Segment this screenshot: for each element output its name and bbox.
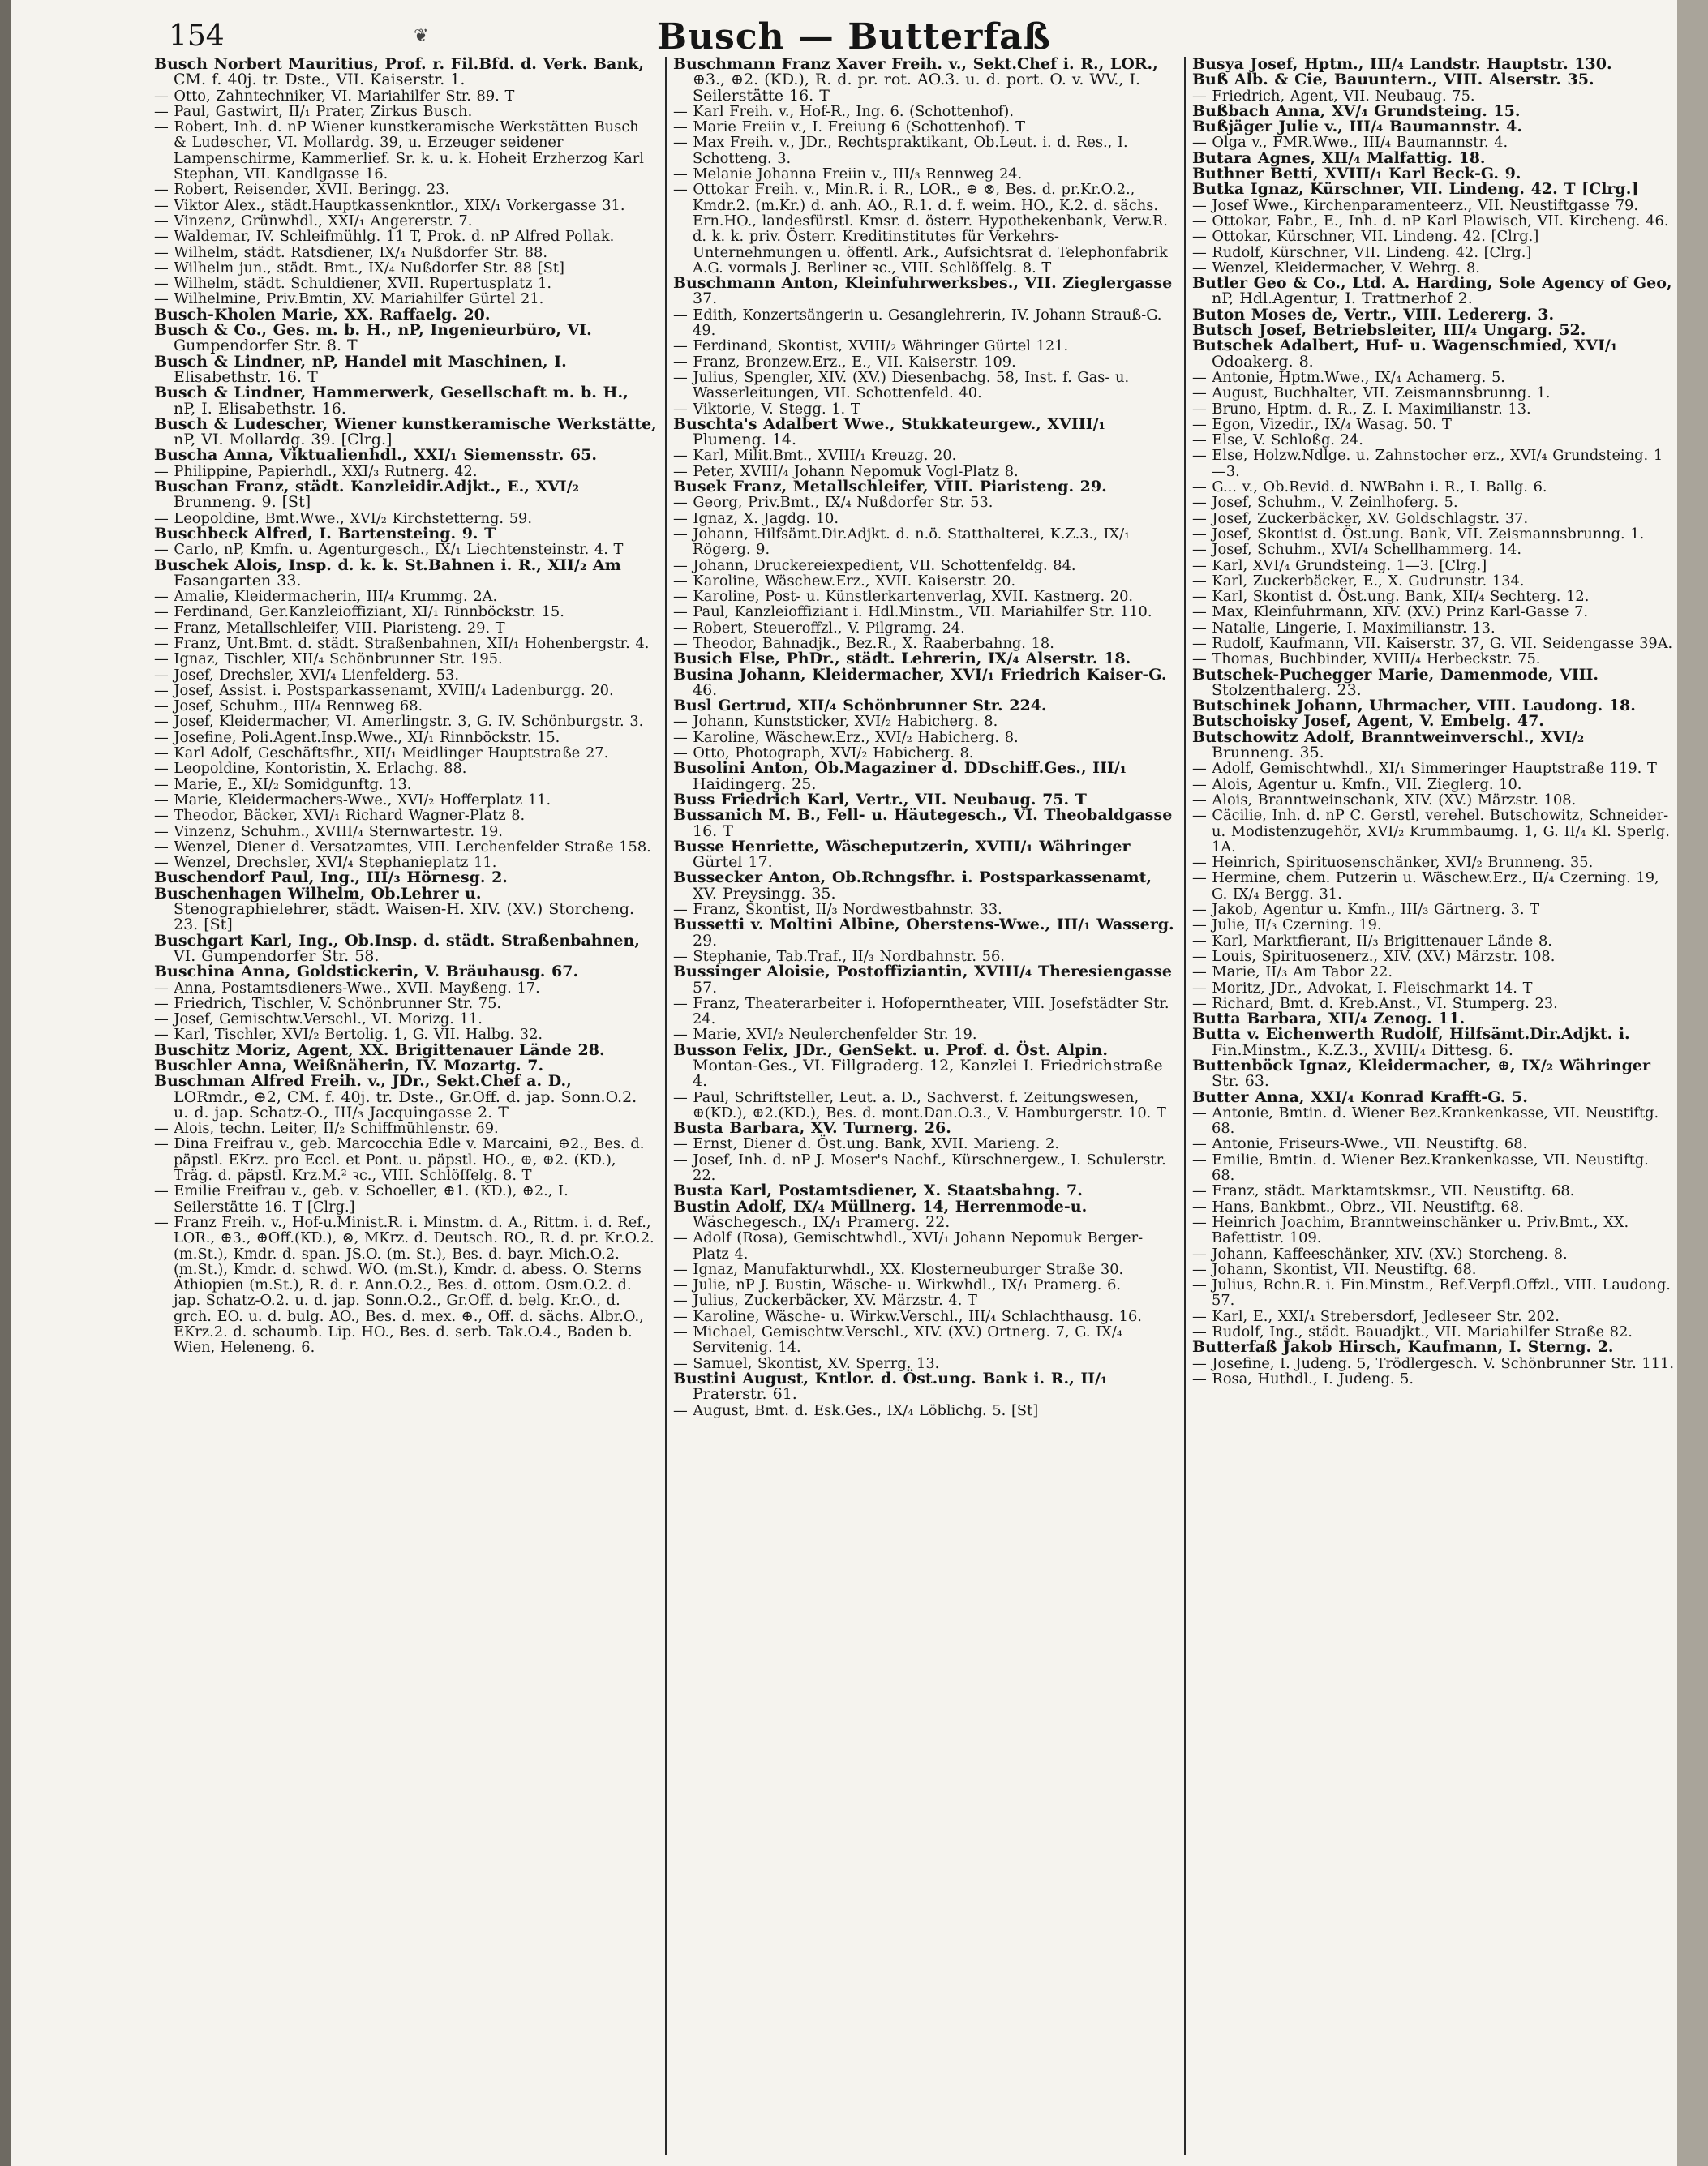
directory-entry: Buschler Anna, Weißnäherin, IV. Mozartg. 7. [154, 1057, 544, 1074]
directory-entry: Bussinger Aloisie, Postoffiziantin, XVIII/₄ Theresiengasse 57. [673, 963, 1173, 997]
directory-entry: — Karl, Skontist d. Öst.ung. Bank, XII/₄ Sechterg. 12. [1192, 588, 1590, 606]
directory-entry: — Ernst, Diener d. Öst.ung. Bank, XVII. Marieng. 2. [673, 1135, 1059, 1153]
directory-entry: Buschek Alois, Insp. d. k. k. St.Bahnen i. R., XII/₂ Am Fasangarten 33. [154, 555, 621, 590]
directory-entry: — Amalie, Kleidermacherin, III/₄ Krummg. 2A. [154, 588, 498, 606]
directory-entry: — Franz, Unt.Bmt. d. städt. Straßenbahnen, XII/₁ Hohenbergstr. 4. [154, 634, 650, 652]
directory-entry: — Edith, Konzertsängerin u. Gesanglehrerin, IV. Johann Strauß-G. 49. [673, 306, 1162, 340]
page-title: Busch — Butterfaß [656, 16, 1052, 58]
directory-entry: — Peter, XVIII/₄ Johann Nepomuk Vogl-Platz 8. [673, 462, 1019, 480]
scan-right-edge [1677, 0, 1708, 2166]
directory-entry: — Johann, Druckereiexpedient, VII. Schottenfeldg. 84. [673, 556, 1076, 574]
directory-entry: — Richard, Bmt. d. Kreb.Anst., VI. Stumperg. 23. [1192, 994, 1558, 1012]
directory-entry: — Wilhelm jun., städt. Bmt., IX/₄ Nußdorfer Str. 88 [St] [154, 259, 564, 277]
directory-entry: — Marie, E., XI/₂ Somidgunftg. 13. [154, 775, 412, 793]
directory-entry: — Alois, Branntweinschank, XIV. (XV.) Märzstr. 108. [1192, 791, 1577, 808]
directory-entry: — Marie Freiin v., I. Freiung 6 (Schottenhof). T [673, 118, 1025, 136]
page-number: 154 [169, 19, 225, 53]
directory-entry: — Josef, Schuhm., V. Zeinlhoferg. 5. [1192, 494, 1458, 512]
directory-entry: — Karl, Marktfierant, II/₃ Brigittenauer Lände 8. [1192, 932, 1552, 950]
directory-entry: — Dina Freifrau v., geb. Marcocchia Edle v. Marcaini, ⊕2., Bes. d. päpstl. EKrz. pro Eccl. et Pont. u. päpstl. HO., ⊕, ⊕2. (KD.), Träg. d. päpstl. Krz.M.² ꝛc., VIII. Schlöſſelg. 8. T [154, 1135, 645, 1185]
directory-entry: — Stephanie, Tab.Traf., II/₃ Nordbahnstr. 56. [673, 947, 1005, 965]
directory-entry: — Johann, Skontist, VII. Neustiftg. 68. [1192, 1260, 1477, 1278]
directory-entry: — Emilie, Bmtin. d. Wiener Bez.Krankenkasse, VII. Neustiftg. 68. [1192, 1151, 1649, 1185]
directory-entry: — Viktor Alex., städt.Hauptkassenkntlor., XIX/₁ Vorkergasse 31. [154, 196, 625, 214]
directory-entry: — Moritz, JDr., Advokat, I. Fleischmarkt 14. T [1192, 979, 1533, 997]
columns [32, 57, 1676, 2155]
directory-entry: — Josefine, Poli.Agent.Insp.Wwe., XI/₁ Rinnböckstr. 15. [154, 728, 560, 746]
directory-entry: — Leopoldine, Kontoristin, X. Erlachg. 88. [154, 760, 467, 778]
directory-entry: Busch-Kholen Marie, XX. Raffaelg. 20. [154, 305, 491, 324]
directory-entry: Butta Barbara, XII/₄ Zenog. 11. [1192, 1010, 1466, 1028]
directory-entry: — Michael, Gemischtw.Verschl., XIV. (XV.) Ortnerg. 7, G. IX/₄ Servitenig. 14. [673, 1323, 1122, 1357]
directory-entry: — Karl, E., XXI/₄ Strebersdorf, Jedleseer Str. 202. [1192, 1307, 1560, 1325]
directory-entry: — Vinzenz, Schuhm., XVIII/₄ Sternwartestr. 19. [154, 822, 503, 840]
directory-entry: — Natalie, Lingerie, I. Maximilianstr. 13. [1192, 619, 1496, 637]
directory-entry: — Viktorie, V. Stegg. 1. T [673, 400, 860, 418]
scan-left-edge [0, 0, 11, 2166]
column-1 [154, 57, 657, 2155]
directory-entry: — Hermine, chem. Putzerin u. Wäschew.Erz., II/₄ Czerning. 19, G. IX/₄ Bergg. 31. [1192, 869, 1659, 903]
directory-entry: — Adolf, Gemischtwhdl., XI/₁ Simmeringer Hauptstraße 119. T [1192, 760, 1657, 778]
directory-entry: Bußjäger Julie v., III/₄ Baumannstr. 4. [1192, 118, 1522, 136]
directory-entry: — Josef, Inh. d. nP J. Moser's Nachf., Kürschnergew., I. Schulerstr. 22. [673, 1151, 1166, 1185]
directory-entry: Butschek-Puchegger Marie, Damenmode, VIII. Stolzenthalerg. 23. [1192, 665, 1599, 699]
directory-entry: Busch Norbert Mauritius, Prof. r. Fil.Bfd. d. Verk. Bank, CM. f. 40j. tr. Dste., VII. Kaiserstr. 1. [154, 57, 644, 89]
directory-entry: — Antonie, Friseurs-Wwe., VII. Neustiftg. 68. [1192, 1135, 1528, 1153]
directory-entry: — Theodor, Bäcker, XVI/₁ Richard Wagner-Platz 8. [154, 807, 526, 825]
directory-entry: — Wilhelmine, Priv.Bmtin, XV. Mariahilfer Gürtel 21. [154, 290, 544, 308]
directory-entry: Busina Johann, Kleidermacher, XVI/₁ Friedrich Kaiser-G. 46. [673, 665, 1167, 699]
directory-entry: — Josef, Gemischtw.Verschl., VI. Morizg. 11. [154, 1010, 483, 1028]
directory-entry: — Wilhelm, städt. Schuldiener, XVII. Rupertusplatz 1. [154, 275, 552, 293]
directory-entry: Butterfaß Jakob Hirsch, Kaufmann, I. Sterng. 2. [1192, 1338, 1614, 1357]
directory-entry: Bussanich M. B., Fell- u. Häutegesch., VI. Theobaldgasse 16. T [673, 806, 1173, 840]
directory-entry: Butschoisky Josef, Agent, V. Embelg. 47. [1192, 712, 1544, 731]
directory-entry: — Ignaz, Tischler, XII/₄ Schönbrunner Str. 195. [154, 650, 503, 668]
directory-entry: — Karl, Milit.Bmt., XVIII/₁ Kreuzg. 20. [673, 447, 957, 465]
directory-entry: — Marie, XVI/₂ Neulerchenfelder Str. 19. [673, 1026, 977, 1044]
directory-entry: Buss Friedrich Karl, Vertr., VII. Neubaug. 75. T [673, 790, 1087, 808]
directory-entry: — Paul, Gastwirt, II/₁ Prater, Zirkus Busch. [154, 102, 473, 120]
directory-entry: Buß Alb. & Cie, Bauuntern., VIII. Alserstr. 35. [1192, 71, 1594, 89]
column-divider [665, 57, 667, 2155]
directory-entry: — Wenzel, Diener d. Versatzamtes, VIII. Lerchenfelder Straße 158. [154, 838, 651, 856]
directory-entry: — Leopoldine, Bmt.Wwe., XVI/₂ Kirchstetterng. 59. [154, 509, 532, 527]
directory-entry: — Robert, Reisender, XVII. Beringg. 23. [154, 181, 450, 199]
column-3 [1192, 57, 1676, 2155]
directory-entry: — Wenzel, Kleidermacher, V. Wehrg. 8. [1192, 259, 1480, 277]
directory-entry: — Josef, Assist. i. Postsparkassenamt, XVIII/₄ Ladenburgg. 20. [154, 681, 614, 699]
directory-entry: — Carlo, nP, Kmfn. u. Agenturgesch., IX/₁ Liechtensteinstr. 4. T [154, 541, 624, 559]
directory-entry: Bustini August, Kntlor. d. Öst.ung. Bank i. R., II/₁ Praterstr. 61. [673, 1369, 1108, 1404]
directory-entry: Busch & Ludescher, Wiener kunstkeramische Werkstätte, nP, VI. Mollardg. 39. [Clrg.] [154, 414, 657, 449]
page-header [32, 11, 1676, 62]
directory-entry: — Julius, Rchn.R. i. Fin.Minstm., Ref.Verpfl.Offzl., VIII. Laudong. 57. [1192, 1276, 1671, 1310]
directory-entry: — Karoline, Wäschew.Erz., XVII. Kaiserstr. 20. [673, 572, 1016, 590]
directory-entry: — Ottokar, Fabr., E., Inh. d. nP Karl Plawisch, VII. Kircheng. 46. [1192, 212, 1669, 229]
directory-entry: Butler Geo & Co., Ltd. A. Harding, Sole Agency of Geo, nP, Hdl.Agentur, I. Trattnerhof 2. [1192, 274, 1672, 308]
directory-entry: Buschenhagen Wilhelm, Ob.Lehrer u. Stenographielehrer, städt. Waisen-H. XIV. (XV.) Storcheng. 23. [St] [154, 884, 635, 934]
directory-entry: — Karl, XVI/₄ Grundsteing. 1—3. [Clrg.] [1192, 556, 1487, 574]
directory-entry: — Friedrich, Agent, VII. Neubaug. 75. [1192, 87, 1475, 105]
directory-entry: — Ignaz, X. Jagdg. 10. [673, 509, 839, 527]
directory-entry: — Thomas, Buchbinder, XVIII/₄ Herbeckstr. 75. [1192, 650, 1541, 668]
directory-entry: — Max, Kleinfuhrmann, XIV. (XV.) Prinz Karl-Gasse 7. [1192, 603, 1589, 621]
column-divider [1184, 57, 1186, 2155]
directory-entry: — Franz, städt. Marktamtskmsr., VII. Neustiftg. 68. [1192, 1182, 1575, 1200]
directory-entry: — Else, V. Schloßg. 24. [1192, 431, 1363, 449]
directory-entry: — Hans, Bankbmt., Obrz., VII. Neustiftg. 68. [1192, 1198, 1524, 1216]
directory-entry: Buton Moses de, Vertr., VIII. Ledererg. 3. [1192, 305, 1555, 324]
directory-entry: — Franz, Bronzew.Erz., E., VII. Kaiserstr. 109. [673, 353, 1016, 371]
directory-entry: — Ferdinand, Ger.Kanzleioffiziant, XI/₁ Rinnböckstr. 15. [154, 603, 564, 621]
directory-entry: — Alois, Agentur u. Kmfn., VII. Zieglerg. 10. [1192, 775, 1522, 793]
directory-entry: Butschek Adalbert, Huf- u. Wagenschmied, XVI/₁ Odoakerg. 8. [1192, 337, 1618, 371]
directory-entry: — Josef, Schuhm., III/₄ Rennweg 68. [154, 697, 423, 715]
directory-entry: Busek Franz, Metallschleifer, VIII. Piaristeng. 29. [673, 478, 1107, 496]
directory-entry: Busich Else, PhDr., städt. Lehrerin, IX/₄ Alserstr. 18. [673, 650, 1131, 668]
directory-entry: Butka Ignaz, Kürschner, VII. Lindeng. 42. T [Clrg.] [1192, 180, 1639, 199]
directory-entry: Butter Anna, XXI/₄ Konrad Krafft-G. 5. [1192, 1087, 1528, 1106]
directory-entry: — Franz, Skontist, II/₃ Nordwestbahnstr. 33. [673, 901, 1002, 919]
directory-entry: — Karl, Tischler, XVI/₂ Bertolig. 1, G. VII. Halbg. 32. [154, 1026, 543, 1044]
directory-entry: Busson Felix, JDr., GenSekt. u. Prof. d. Öst. Alpin. Montan-Ges., VI. Fillgraderg. 12, Kanzlei I. Friedrichstraße 4. [673, 1040, 1163, 1091]
directory-entry: — Robert, Steueroffzl., V. Pilgramg. 24. [673, 619, 965, 637]
directory-entry: — Wilhelm, städt. Ratsdiener, IX/₄ Nußdorfer Str. 88. [154, 243, 548, 261]
directory-entry: — Emilie Freifrau v., geb. v. Schoeller, ⊕1. (KD.), ⊕2., I. Seilerstätte 16. T [Clrg.] [154, 1182, 569, 1216]
directory-entry: — Karoline, Wäschew.Erz., XVI/₂ Habicherg. 8. [673, 728, 1019, 746]
directory-entry: — Josefine, I. Judeng. 5, Trödlergesch. V. Schönbrunner Str. 111. [1192, 1354, 1674, 1372]
directory-entry: — Rudolf, Ing., städt. Bauadjkt., VII. Mariahilfer Straße 82. [1192, 1323, 1633, 1341]
directory-entry: — Heinrich Joachim, Branntweinschänker u. Priv.Bmt., XX. Bafettistr. 109. [1192, 1213, 1629, 1247]
directory-entry: — Franz, Metallschleifer, VIII. Piaristeng. 29. T [154, 619, 505, 637]
directory-entry: Busl Gertrud, XII/₄ Schönbrunner Str. 224. [673, 697, 1047, 715]
directory-entry: — Melanie Johanna Freiin v., III/₃ Rennweg 24. [673, 165, 1023, 183]
directory-entry: — Johann, Hilfsämt.Dir.Adjkt. d. n.ö. Statthalterei, K.Z.3., IX/₁ Rögerg. 9. [673, 525, 1131, 559]
directory-entry: Buschmann Franz Xaver Freih. v., Sekt.Chef i. R., LOR., ⊕3., ⊕2. (KD.), R. d. pr. rot. AO.3. u. d. port. O. v. WV., I. Seilerstätte 16. T [673, 57, 1158, 105]
directory-entry: Busolini Anton, Ob.Magaziner d. DDschiff.Ges., III/₁ Haidingerg. 25. [673, 759, 1127, 793]
directory-entry: Buthner Betti, XVIII/₁ Karl Beck-G. 9. [1192, 165, 1521, 183]
directory-entry: — Olga v., FMR.Wwe., III/₄ Baumannstr. 4. [1192, 134, 1508, 152]
directory-entry: — Heinrich, Spirituosenschänker, XVI/₂ Brunneng. 35. [1192, 854, 1594, 872]
directory-entry: — Josef Wwe., Kirchenparamenteerz., VII. Neustiftgasse 79. [1192, 196, 1639, 214]
directory-entry: — Otto, Zahntechniker, VI. Mariahilfer Str. 89. T [154, 87, 515, 105]
directory-entry: — Philippine, Papierhdl., XXI/₃ Rutnerg. 42. [154, 462, 478, 480]
directory-entry: Bussetti v. Moltini Albine, Oberstens-Wwe., III/₁ Wasserg. 29. [673, 916, 1174, 950]
directory-entry: Busch & Lindner, Hammerwerk, Gesellschaft m. b. H., nP, I. Elisabethstr. 16. [154, 384, 629, 418]
directory-entry: Buschman Alfred Freih. v., JDr., Sekt.Chef a. D., LORmdr., ⊕2, CM. f. 40j. tr. Dste., Gr.Off. d. jap. Sonn.O.2. u. d. jap. Schatz-O., III/₃ Jacquingasse 2. T [154, 1072, 637, 1122]
directory-entry: — Josef, Drechsler, XVI/₄ Lienfelderg. 53. [154, 666, 459, 684]
directory-entry: — Marie, Kleidermachers-Wwe., XVI/₂ Hofferplatz 11. [154, 791, 551, 808]
directory-entry: — Josef, Skontist d. Öst.ung. Bank, VII. Zeismannsbrunng. 1. [1192, 525, 1645, 543]
directory-entry: Busch & Lindner, nP, Handel mit Maschinen, I. Elisabethstr. 16. T [154, 352, 567, 386]
directory-entry: Bustin Adolf, IX/₄ Müllnerg. 14, Herrenmode-u. Wäschegesch., IX/₁ Pramerg. 22. [673, 1197, 1088, 1231]
directory-entry: — Josef, Schuhm., XVI/₄ Schellhammerg. 14. [1192, 541, 1522, 559]
directory-entry: Busse Henriette, Wäscheputzerin, XVIII/₁ Währinger Gürtel 17. [673, 837, 1131, 872]
directory-entry: — Georg, Priv.Bmt., IX/₄ Nußdorfer Str. 53. [673, 494, 993, 512]
directory-entry: — Karl Adolf, Geschäftsfhr., XII/₁ Meidlinger Hauptstraße 27. [154, 744, 609, 762]
directory-entry: Buschendorf Paul, Ing., III/₃ Hörnesg. 2. [154, 869, 508, 887]
directory-entry: — Egon, Vizedir., IX/₄ Wasag. 50. T [1192, 415, 1452, 433]
directory-entry: Busta Barbara, XV. Turnerg. 26. [673, 1119, 951, 1138]
directory-entry: — Karoline, Wäsche- u. Wirkw.Verschl., III/₄ Schlachthausg. 16. [673, 1307, 1142, 1325]
directory-entry: — Ferdinand, Skontist, XVIII/₂ Währinger Gürtel 121. [673, 337, 1069, 355]
directory-entry: Buscha Anna, Viktualienhdl., XXI/₁ Siemensstr. 65. [154, 446, 597, 465]
directory-entry: — Johann, Kaffeeschänker, XIV. (XV.) Storcheng. 8. [1192, 1245, 1568, 1263]
directory-entry: — Julius, Zuckerbäcker, XV. Märzstr. 4. T [673, 1292, 977, 1310]
directory-entry: Buschmann Anton, Kleinfuhrwerksbes., VII. Zieglergasse 37. [673, 274, 1173, 308]
directory-entry: — Adolf (Rosa), Gemischtwhdl., XVI/₁ Johann Nepomuk Berger-Platz 4. [673, 1229, 1144, 1263]
directory-entry: Butsch Josef, Betriebsleiter, III/₄ Ungarg. 52. [1192, 321, 1586, 340]
directory-entry: — Samuel, Skontist, XV. Sperrg. 13. [673, 1354, 940, 1372]
directory-entry: — Louis, Spirituosenerz., XIV. (XV.) Märzstr. 108. [1192, 947, 1556, 965]
directory-entry: — Karoline, Post- u. Künstlerkartenverlag, XVII. Kastnerg. 20. [673, 588, 1134, 606]
directory-entry: — Julius, Spengler, XIV. (XV.) Diesenbachg. 58, Inst. f. Gas- u. Wasserleitungen, VII. Schottenfeld. 40. [673, 368, 1130, 402]
directory-entry: — Josef, Zuckerbäcker, XV. Goldschlagstr. 37. [1192, 509, 1529, 527]
directory-entry: — August, Buchhalter, VII. Zeismannsbrunng. 1. [1192, 384, 1551, 402]
directory-entry: — Else, Holzw.Ndlge. u. Zahnstocher erz., XVI/₄ Grundsteing. 1—3. [1192, 447, 1663, 480]
directory-entry: Butara Agnes, XII/₄ Malfattig. 18. [1192, 148, 1486, 167]
directory-entry: — Ottokar, Kürschner, VII. Lindeng. 42. [Clrg.] [1192, 228, 1539, 246]
directory-entry: — Rudolf, Kürschner, VII. Lindeng. 42. [Clrg.] [1192, 243, 1532, 261]
directory-entry: Buschan Franz, städt. Kanzleidir.Adjkt., E., XVI/₂ Brunneng. 9. [St] [154, 478, 580, 512]
directory-entry: — Julie, nP J. Bustin, Wäsche- u. Wirkwhdl., IX/₁ Pramerg. 6. [673, 1276, 1122, 1294]
directory-entry: — Franz, Theaterarbeiter i. Hofoperntheater, VIII. Josefstädter Str. 24. [673, 994, 1169, 1028]
directory-entry: Buttenböck Ignaz, Kleidermacher, ⊕, IX/₂ Währinger Str. 63. [1192, 1057, 1651, 1091]
directory-entry: Buschbeck Alfred, I. Bartensteing. 9. T [154, 524, 496, 543]
directory-entry: — Franz Freih. v., Hof-u.Minist.R. i. Minstm. d. A., Rittm. i. d. Ref., LOR., ⊕3., ⊕Off.(KD.), ⊗, MKrz. d. Deutsch. RO., R. d. pr. Kr.O.2. (m.St.), Kmdr. d. span. JS.O. (m. St.), Bes. d. bayr. Mich.O.2. (m.St.), Kmdr. d. schwd. WO. (m.St.), Kmdr. d. abess. O. Sterns Äthiopien (m.St.), R. d. r. Ann.O.2., Bes. d. ottom. Osm.O.2. d. jap. Schatz-O.2. u. d. jap. Sonn.O.2., Gr.Off. d. belg. Kr.O., d. grch. EO. u. d. bulg. AO., Bes. d. mex. ⊕., Off. d. sächs. Albr.O., EKrz.2. d. schaumb. Lip. HO., Bes. d. serb. Tak.O.4., Baden b. Wien, Heleneng. 6. [154, 1213, 654, 1357]
directory-entry: Busta Karl, Postamtsdiener, X. Staatsbahng. 7. [673, 1182, 1083, 1200]
directory-entry: — G... v., Ob.Revid. d. NWBahn i. R., I. Ballg. 6. [1192, 478, 1547, 496]
directory-entry: Buschta's Adalbert Wwe., Stukkateurgew., XVIII/₁ Plumeng. 14. [673, 414, 1105, 449]
directory-entry: — Antonie, Bmtin. d. Wiener Bez.Krankenkasse, VII. Neustiftg. 68. [1192, 1104, 1659, 1138]
directory-entry: — Cäcilie, Inh. d. nP C. Gerstl, verehel. Butschowitz, Schneider- u. Modistenzugehör, XVI/₂ Krummbaumg. 1, G. II/₄ Kl. Sperlg. 1A. [1192, 807, 1670, 856]
directory-entry: — Johann, Kunststicker, XVI/₂ Habicherg. 8. [673, 713, 998, 731]
directory-entry: — Theodor, Bahnadjk., Bez.R., X. Raaberbahng. 18. [673, 634, 1054, 652]
directory-entry: Busya Josef, Hptm., III/₄ Landstr. Hauptstr. 130. [1192, 57, 1612, 73]
directory-entry: — Karl, Zuckerbäcker, E., X. Gudrunstr. 134. [1192, 572, 1525, 590]
directory-entry: — Marie, II/₃ Am Tabor 22. [1192, 963, 1393, 981]
directory-entry: Butschinek Johann, Uhrmacher, VIII. Laudong. 18. [1192, 697, 1636, 715]
directory-entry: — Vinzenz, Grünwhdl., XXI/₁ Angererstr. 7. [154, 212, 473, 229]
directory-entry: — Paul, Kanzleioffiziant i. Hdl.Minstm., VII. Mariahilfer Str. 110. [673, 603, 1152, 621]
directory-entry: — Wenzel, Drechsler, XVI/₄ Stephanieplatz 11. [154, 854, 497, 872]
directory-entry: — Rudolf, Kaufmann, VII. Kaiserstr. 37, G. VII. Seidengasse 39A. [1192, 634, 1673, 652]
directory-entry: — August, Bmt. d. Esk.Ges., IX/₄ Löblichg. 5. [St] [673, 1401, 1039, 1419]
directory-entry: — Robert, Inh. d. nP Wiener kunstkeramische Werkstätten Busch & Ludescher, VI. Mollardg. 39, u. Erzeuger seidener Lampenschirme, Kammerlief. Sr. k. u. k. Hoheit Erzherzog Karl Stephan, VII. Kandlgasse 16. [154, 118, 644, 183]
directory-entry: — Friedrich, Tischler, V. Schönbrunner Str. 75. [154, 994, 502, 1012]
directory-entry: Buschgart Karl, Ing., Ob.Insp. d. städt. Straßenbahnen, VI. Gumpendorfer Str. 58. [154, 931, 640, 965]
ornament-mark: ❦ [414, 26, 429, 46]
directory-entry: — Ignaz, Manufakturwhdl., XX. Klosterneuburger Straße 30. [673, 1260, 1124, 1278]
directory-entry: — Antonie, Hptm.Wwe., IX/₄ Achamerg. 5. [1192, 368, 1505, 386]
directory-entry: Buschitz Moriz, Agent, XX. Brigittenauer Lände 28. [154, 1040, 605, 1059]
directory-entry: — Karl Freih. v., Hof-R., Ing. 6. (Schottenhof). [673, 102, 1014, 120]
directory-entry: — Josef, Kleidermacher, VI. Amerlingstr. 3, G. IV. Schönburgstr. 3. [154, 713, 644, 731]
directory-entry: — Julie, II/₃ Czerning. 19. [1192, 916, 1382, 934]
directory-entry: Bussecker Anton, Ob.Rchngsfhr. i. Postsparkassenamt, XV. Preysingg. 35. [673, 869, 1152, 903]
directory-entry: Buschina Anna, Goldstickerin, V. Bräuhausg. 67. [154, 963, 579, 981]
directory-entry: Butschowitz Adolf, Branntweinverschl., XVI/₂ Brunneng. 35. [1192, 727, 1585, 762]
directory-entry: Bußbach Anna, XV/₄ Grundsteing. 15. [1192, 101, 1521, 120]
directory-entry: — Rosa, Huthdl., I. Judeng. 5. [1192, 1370, 1414, 1388]
directory-entry: — Anna, Postamtsdieners-Wwe., XVII. Mayßeng. 17. [154, 979, 540, 997]
directory-entry: — Jakob, Agentur u. Kmfn., III/₃ Gärtnerg. 3. T [1192, 901, 1540, 919]
directory-entry: Butta v. Eichenwerth Rudolf, Hilfsämt.Dir.Adjkt. i. Fin.Minstm., K.Z.3., XVIII/₄ Dittesg. 6. [1192, 1025, 1630, 1059]
directory-entry: — Paul, Schriftsteller, Leut. a. D., Sachverst. f. Zeitungswesen, ⊕(KD.), ⊕2.(KD.), Bes. d. mont.Dan.O.3., V. Hamburgerstr. 10. T [673, 1088, 1166, 1122]
directory-entry: — Ottokar Freih. v., Min.R. i. R., LOR., ⊕ ⊗, Bes. d. pr.Kr.O.2., Kmdr.2. (m.Kr.) d. anh. AO., R.1. d. f. weim. HO., K.2. d. sächs. Ern.HO., landesfürstl. Kmsr. d. österr. Hypothekenbank, Verw.R. d. k. k. priv. Österr. Kreditinstitutes für Verkehrs-Unternehmungen u. öffentl. Ark., Aufsichtsrat d. Telephonfabrik A.G. vormals J. Berliner ꝛc., VIII. Schlöſſelg. 8. T [673, 181, 1168, 277]
directory-entry: — Max Freih. v., JDr., Rechtspraktikant, Ob.Leut. i. d. Res., I. Schotteng. 3. [673, 134, 1128, 167]
directory-entry: — Otto, Photograph, XVI/₂ Habicherg. 8. [673, 744, 974, 762]
directory-entry: — Alois, techn. Leiter, II/₂ Schiffmühlenstr. 69. [154, 1120, 499, 1138]
directory-entry: Busch & Co., Ges. m. b. H., nP, Ingenieurbüro, VI. Gumpendorfer Str. 8. T [154, 321, 592, 355]
directory-entry: — Waldemar, IV. Schleifmühlg. 11 T, Prok. d. nP Alfred Pollak. [154, 228, 615, 246]
directory-entry: — Bruno, Hptm. d. R., Z. I. Maximilianstr. 13. [1192, 400, 1531, 418]
column-2 [673, 57, 1176, 2155]
